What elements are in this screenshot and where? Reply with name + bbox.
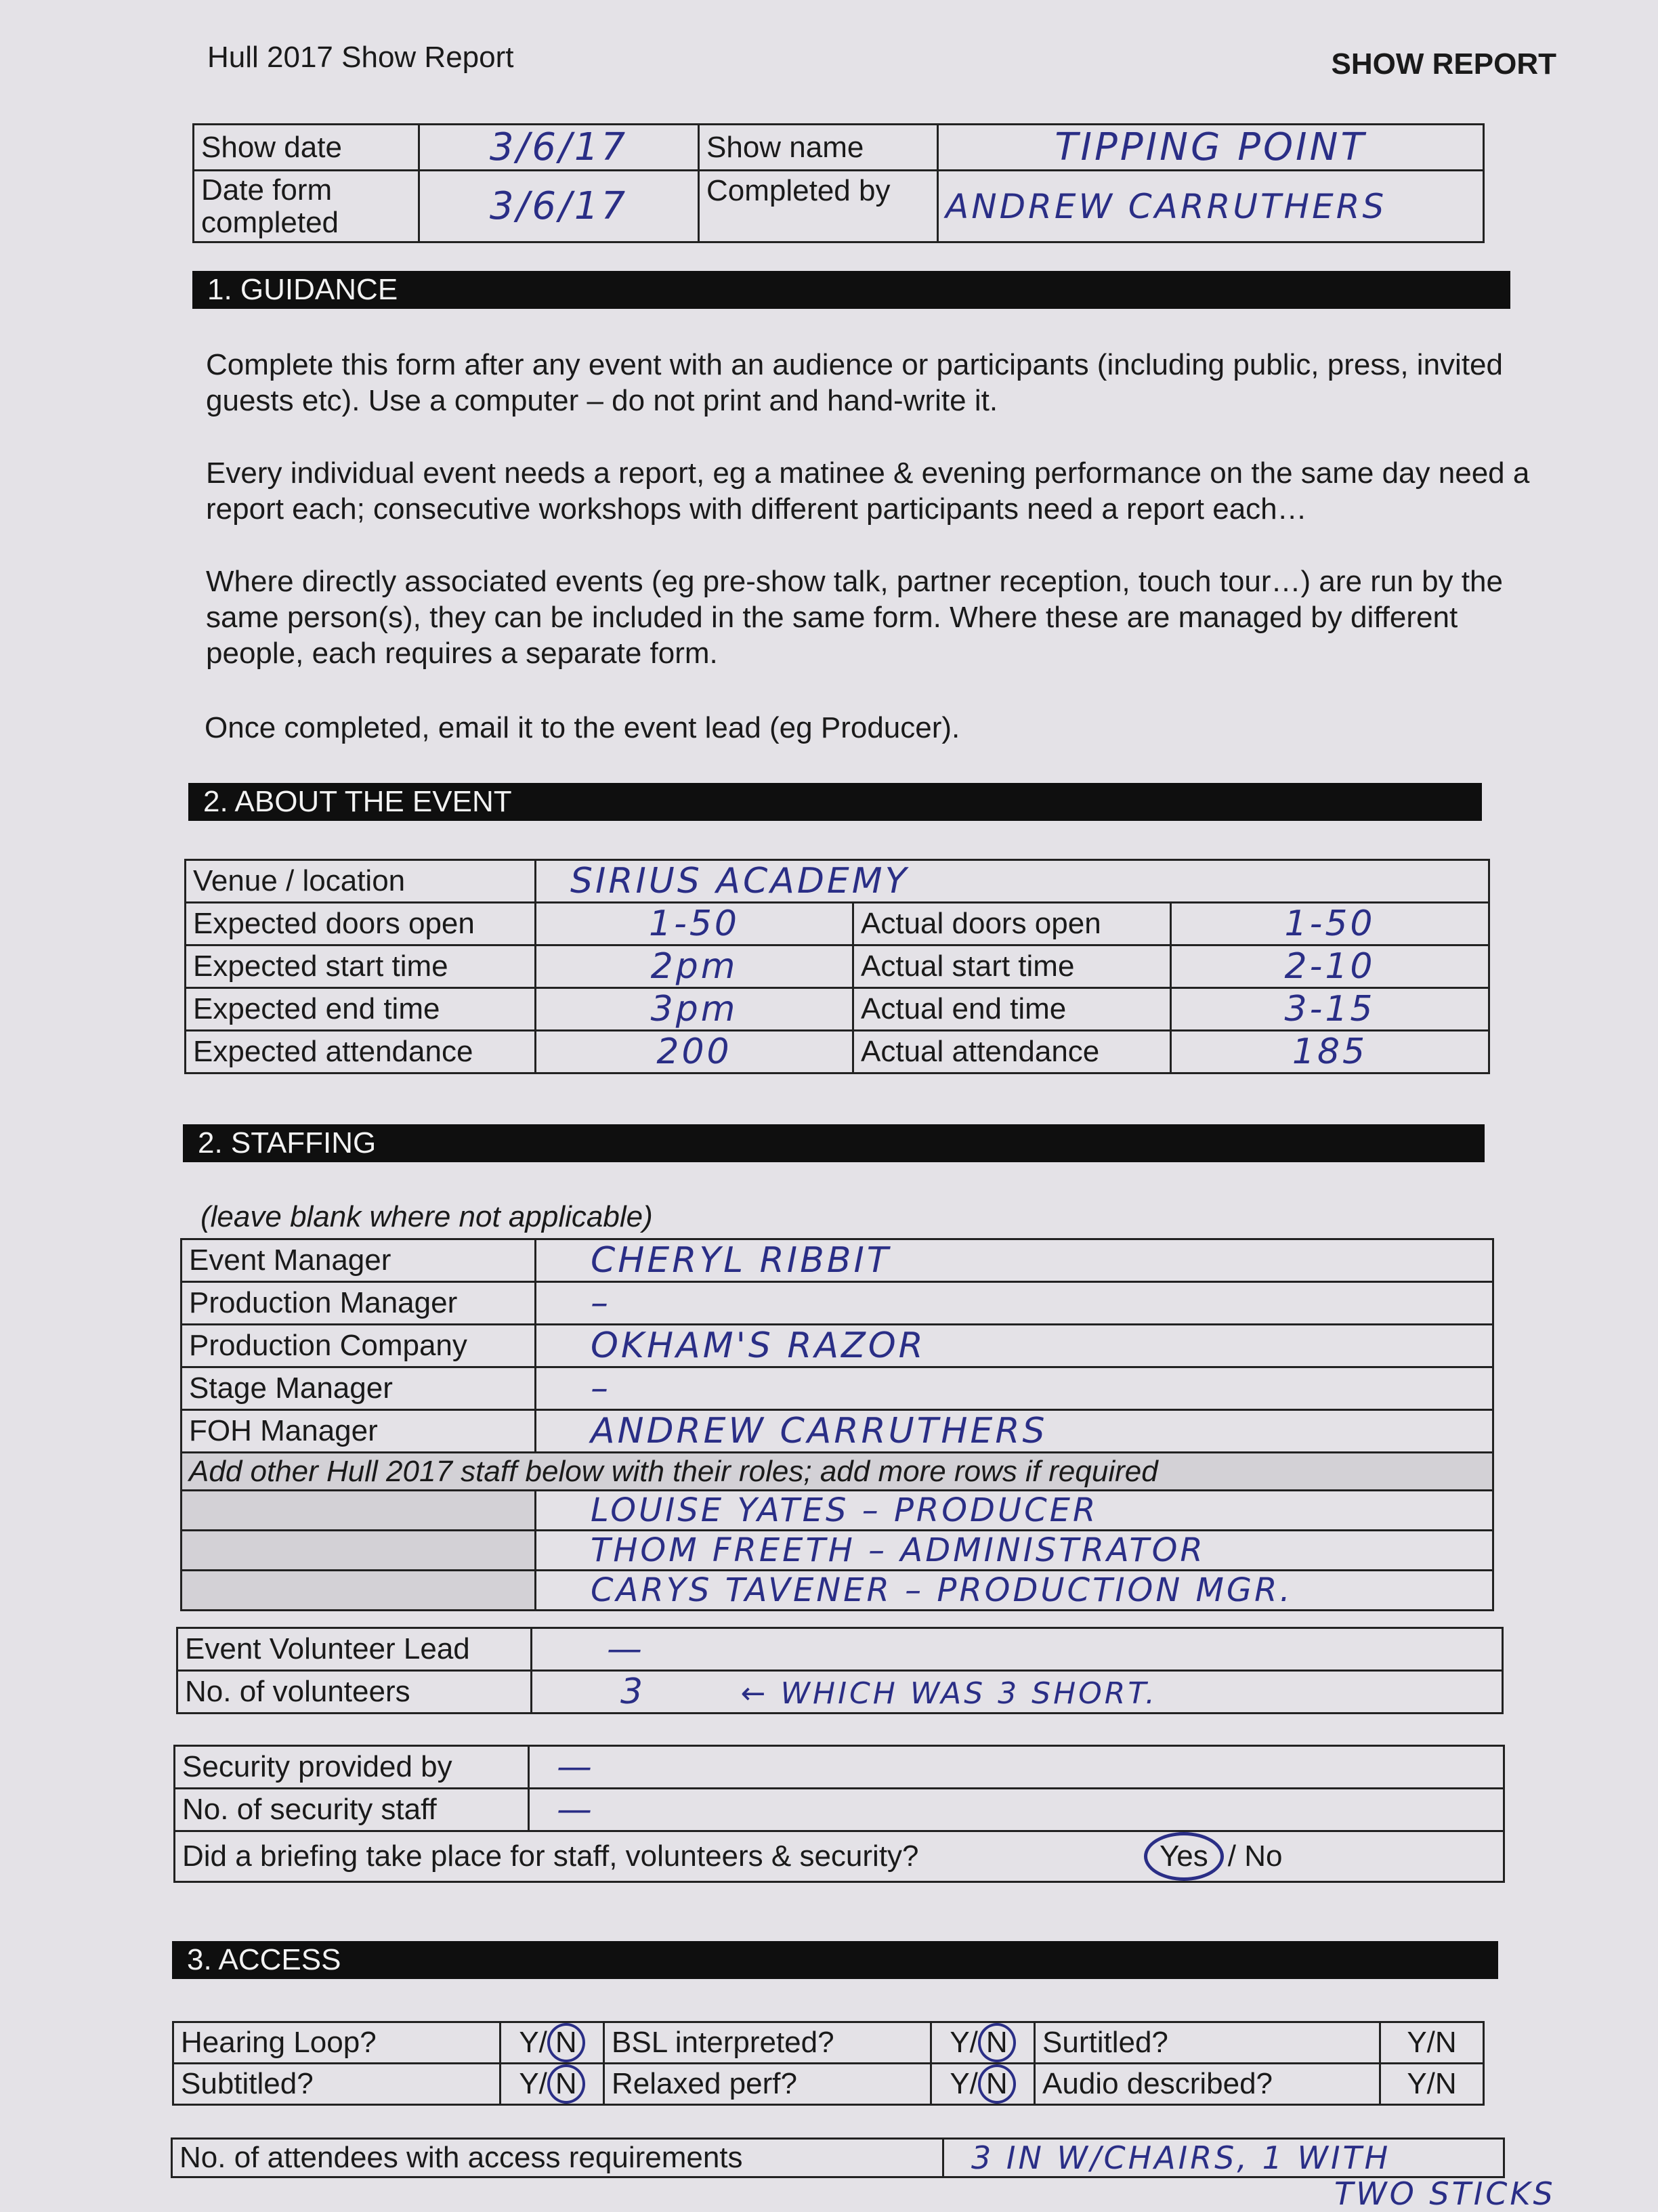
- other-staff-note: Add other Hull 2017 staff below with their roles; add more rows if required: [182, 1453, 1493, 1491]
- relaxed-perf-y-option[interactable]: Y/: [950, 2067, 978, 2100]
- venue-field[interactable]: SIRIUS ACADEMY: [536, 860, 1489, 903]
- production-manager-field[interactable]: –: [536, 1282, 1493, 1325]
- actual-doors-open-field[interactable]: 1-50: [1171, 903, 1489, 945]
- access-attendees-label: No. of attendees with access requirements: [172, 2139, 943, 2177]
- guidance-paragraph-1: Complete this form after any event with an audience or participants (including public, press, invited guests etc). Use a computer – do not print and hand-write it.: [206, 348, 1503, 417]
- relaxed-perf-label: Relaxed perf?: [604, 2064, 931, 2105]
- bsl-interpreted-label: BSL interpreted?: [604, 2022, 931, 2064]
- hearing-loop-n-option[interactable]: N: [547, 2023, 585, 2062]
- expected-start-time-field[interactable]: 2pm: [536, 945, 853, 988]
- stage-manager-label: Stage Manager: [182, 1367, 536, 1410]
- surtitled-label: Surtitled?: [1035, 2022, 1380, 2064]
- volunteers-table: [176, 1627, 1504, 1714]
- report-header-title: Hull 2017 Show Report: [207, 41, 514, 74]
- actual-end-time-label: Actual end time: [853, 988, 1171, 1031]
- completed-by-field[interactable]: ANDREW CARRUTHERS: [938, 171, 1484, 242]
- report-header-label: SHOW REPORT: [1331, 47, 1556, 81]
- staffing-table: [180, 1238, 1494, 1611]
- production-manager-label: Production Manager: [182, 1282, 536, 1325]
- expected-attendance-label: Expected attendance: [186, 1031, 536, 1073]
- subtitled-y-option[interactable]: Y/: [519, 2067, 547, 2100]
- access-table: [172, 2021, 1485, 2106]
- other-staff-role-cell: [182, 1571, 536, 1611]
- expected-end-time-field[interactable]: 3pm: [536, 988, 853, 1031]
- actual-attendance-field[interactable]: 185: [1171, 1031, 1489, 1073]
- access-attendees-table: [171, 2137, 1505, 2178]
- security-provider-field[interactable]: —: [529, 1746, 1504, 1789]
- volunteer-lead-label: Event Volunteer Lead: [177, 1628, 532, 1671]
- volunteers-count-value: 3: [620, 1672, 646, 1712]
- show-date-label: Show date: [194, 125, 419, 171]
- date-form-label-line1: Date form: [201, 173, 333, 207]
- guidance-paragraph-3: Where directly associated events (eg pre-show talk, partner reception, touch tour…) are run by the same person(s), they can be included in the same form. Where these are managed by different people, each requires a separate form.: [206, 565, 1503, 670]
- show-name-field[interactable]: TIPPING POINT: [938, 125, 1484, 171]
- security-provider-label: Security provided by: [175, 1746, 529, 1789]
- show-date-field[interactable]: 3/6/17: [419, 125, 699, 171]
- production-company-field[interactable]: OKHAM'S RAZOR: [536, 1325, 1493, 1367]
- actual-start-time-field[interactable]: 2-10: [1171, 945, 1489, 988]
- subtitled-n-option[interactable]: N: [547, 2064, 585, 2104]
- stage-manager-field[interactable]: –: [536, 1367, 1493, 1410]
- volunteers-count-field[interactable]: [532, 1671, 1503, 1714]
- guidance-paragraph-4: Once completed, email it to the event lead (eg Producer).: [205, 711, 960, 744]
- expected-doors-open-label: Expected doors open: [186, 903, 536, 945]
- relaxed-perf-n-option[interactable]: N: [978, 2064, 1016, 2104]
- event-details-table: [184, 859, 1490, 1074]
- production-company-label: Production Company: [182, 1325, 536, 1367]
- actual-start-time-label: Actual start time: [853, 945, 1171, 988]
- security-staff-count-label: No. of security staff: [175, 1789, 529, 1831]
- hearing-loop-yn[interactable]: [501, 2022, 604, 2064]
- volunteer-lead-field[interactable]: —: [532, 1628, 1503, 1671]
- event-manager-label: Event Manager: [182, 1239, 536, 1282]
- expected-doors-open-field[interactable]: 1-50: [536, 903, 853, 945]
- guidance-section-header: 1. GUIDANCE: [192, 271, 1510, 309]
- surtitled-yn[interactable]: Y/N: [1380, 2022, 1484, 2064]
- briefing-yes-option[interactable]: Yes: [1144, 1832, 1224, 1881]
- bsl-interpreted-yn[interactable]: [931, 2022, 1035, 2064]
- date-form-completed-label: [194, 171, 419, 242]
- access-section-header: 3. ACCESS: [172, 1941, 1498, 1979]
- staffing-section-header: 2. STAFFING: [183, 1124, 1485, 1162]
- audio-described-label: Audio described?: [1035, 2064, 1380, 2105]
- relaxed-perf-yn[interactable]: [931, 2064, 1035, 2105]
- subtitled-label: Subtitled?: [173, 2064, 501, 2105]
- volunteers-count-annotation: ← WHICH WAS 3 SHORT.: [740, 1676, 1158, 1711]
- event-manager-field[interactable]: CHERYL RIBBIT: [536, 1239, 1493, 1282]
- date-form-completed-field[interactable]: 3/6/17: [419, 171, 699, 242]
- other-staff-field-2[interactable]: THOM FREETH – ADMINISTRATOR: [536, 1531, 1493, 1571]
- guidance-paragraph-2: Every individual event needs a report, eg a matinee & evening performance on the same day need a report each; consecutive workshops with different participants need a report each…: [206, 456, 1530, 526]
- expected-end-time-label: Expected end time: [186, 988, 536, 1031]
- actual-end-time-field[interactable]: 3-15: [1171, 988, 1489, 1031]
- completed-by-label: Completed by: [699, 171, 938, 242]
- venue-label: Venue / location: [186, 860, 536, 903]
- subtitled-yn[interactable]: [501, 2064, 604, 2105]
- bsl-y-option[interactable]: Y/: [950, 2026, 978, 2059]
- other-staff-field-1[interactable]: LOUISE YATES – PRODUCER: [536, 1491, 1493, 1531]
- other-staff-role-cell: [182, 1491, 536, 1531]
- volunteers-count-label: No. of volunteers: [177, 1671, 532, 1714]
- other-staff-role-cell: [182, 1531, 536, 1571]
- expected-start-time-label: Expected start time: [186, 945, 536, 988]
- briefing-question-label: Did a briefing take place for staff, volunteers & security?: [175, 1831, 1141, 1882]
- briefing-answer-field[interactable]: [1140, 1831, 1504, 1882]
- hearing-loop-y-option[interactable]: Y/: [519, 2026, 547, 2059]
- other-staff-field-3[interactable]: CARYS TAVENER – PRODUCTION MGR.: [536, 1571, 1493, 1611]
- expected-attendance-field[interactable]: 200: [536, 1031, 853, 1073]
- foh-manager-label: FOH Manager: [182, 1410, 536, 1453]
- security-table: [173, 1745, 1505, 1883]
- show-details-table: [192, 123, 1485, 243]
- date-form-label-line2: completed: [201, 205, 339, 239]
- foh-manager-field[interactable]: ANDREW CARRUTHERS: [536, 1410, 1493, 1453]
- actual-attendance-label: Actual attendance: [853, 1031, 1171, 1073]
- actual-doors-open-label: Actual doors open: [853, 903, 1171, 945]
- bsl-n-option[interactable]: N: [978, 2023, 1016, 2062]
- access-attendees-field[interactable]: 3 IN W/CHAIRS, 1 WITH: [943, 2139, 1504, 2177]
- briefing-no-option[interactable]: No: [1244, 1839, 1283, 1873]
- briefing-separator: /: [1227, 1839, 1237, 1873]
- staffing-note: (leave blank where not applicable): [200, 1200, 653, 1233]
- show-name-label: Show name: [699, 125, 938, 171]
- hearing-loop-label: Hearing Loop?: [173, 2022, 501, 2064]
- audio-described-yn[interactable]: Y/N: [1380, 2064, 1484, 2105]
- access-attendees-continuation: TWO STICKS: [1334, 2175, 1556, 2212]
- security-staff-count-field[interactable]: —: [529, 1789, 1504, 1831]
- about-event-section-header: 2. ABOUT THE EVENT: [188, 783, 1482, 821]
